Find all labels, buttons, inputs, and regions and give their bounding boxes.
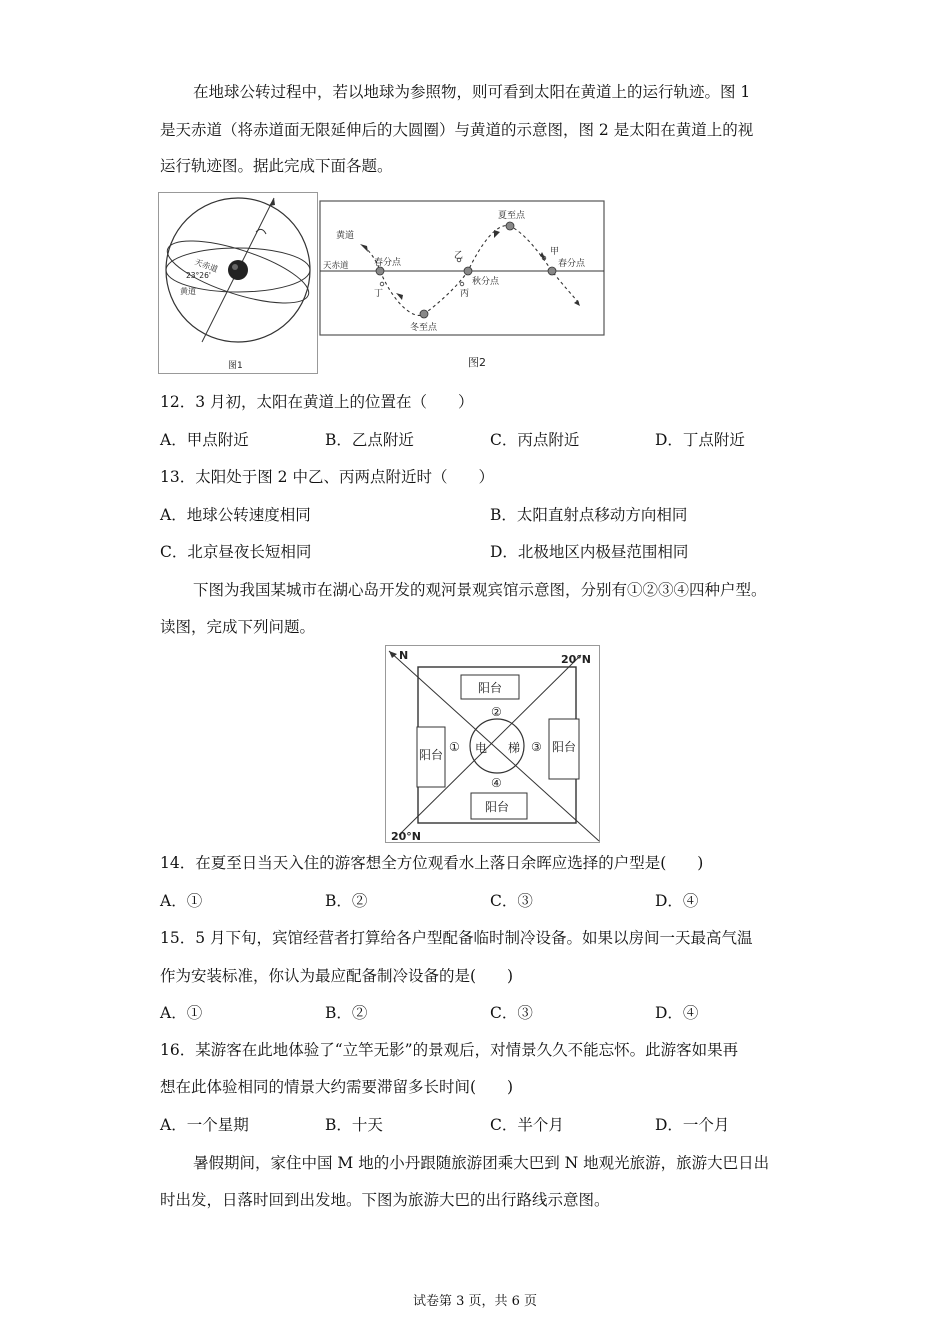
q16-option-c[interactable]: C．半个月 bbox=[490, 1116, 564, 1134]
q13-option-c[interactable]: C．北京昼夜长短相同 bbox=[160, 543, 312, 561]
q16-line2: 想在此体验相同的情景大约需要滞留多长时间( ) bbox=[160, 1078, 514, 1096]
intro1-line2: 是天赤道（将赤道面无限延伸后的大圆圈）与黄道的示意图，图 2 是太阳在黄道上的视 bbox=[160, 121, 754, 139]
q13-option-b[interactable]: B．太阳直射点移动方向相同 bbox=[490, 506, 688, 524]
fig2-huangdao-label: 黄道 bbox=[336, 231, 355, 241]
q16-option-b[interactable]: B．十天 bbox=[325, 1116, 383, 1134]
q15-option-b[interactable]: B．② bbox=[325, 1004, 368, 1022]
unit-2-label: ② bbox=[491, 705, 502, 719]
q12-option-d[interactable]: D．丁点附近 bbox=[655, 431, 745, 449]
intro1-line3: 运行轨迹图。据此完成下面各题。 bbox=[160, 157, 393, 175]
earth-icon bbox=[228, 260, 248, 280]
q14-option-c[interactable]: C．③ bbox=[490, 892, 533, 910]
fig1-angle-label: 23°26' bbox=[186, 271, 211, 280]
q12-option-b[interactable]: B．乙点附近 bbox=[325, 431, 414, 449]
fig2-tianchidao-label: 天赤道 bbox=[323, 261, 349, 271]
balcony-right-label: 阳台 bbox=[552, 740, 577, 754]
intro2-line2: 读图，完成下列问题。 bbox=[160, 618, 316, 636]
fig1-huangdao-label: 黄道 bbox=[180, 287, 196, 296]
fig2-ding-label: 丁 bbox=[374, 289, 384, 299]
balcony-top-label: 阳台 bbox=[478, 681, 503, 695]
q15-option-d[interactable]: D．④ bbox=[655, 1004, 699, 1022]
fig2-yi-label: 乙 bbox=[454, 251, 464, 261]
lat-top-label: 20°N bbox=[561, 653, 592, 666]
q14-option-b[interactable]: B．② bbox=[325, 892, 368, 910]
balcony-bottom-label: 阳台 bbox=[485, 800, 510, 814]
q15-option-a[interactable]: A．① bbox=[160, 1004, 203, 1022]
fig2-dongzhi-label: 冬至点 bbox=[410, 323, 438, 333]
q12-option-c[interactable]: C．丙点附近 bbox=[490, 431, 580, 449]
elevator-label-2: 梯 bbox=[508, 741, 521, 755]
figure-hotel-plan bbox=[385, 645, 600, 843]
q16-option-a[interactable]: A．一个星期 bbox=[160, 1116, 249, 1134]
fig2-caption: 图2 bbox=[468, 356, 486, 369]
q13-stem: 13．太阳处于图 2 中乙、丙两点附近时（ ） bbox=[160, 468, 494, 486]
fig2-chunfen2-label: 春分点 bbox=[558, 259, 586, 269]
lat-bottom-label: 20°N bbox=[391, 830, 422, 843]
figure-2 bbox=[318, 196, 606, 374]
intro3-line2: 时出发，日落时回到出发地。下图为旅游大巴的出行路线示意图。 bbox=[160, 1191, 610, 1209]
fig2-chunfen1-label: 春分点 bbox=[374, 258, 402, 268]
q15-line2: 作为安装标准，你认为最应配备制冷设备的是( ) bbox=[160, 967, 514, 985]
q12-option-a[interactable]: A．甲点附近 bbox=[160, 431, 249, 449]
q16-line1: 16．某游客在此地体验了“立竿无影”的景观后，对情景久久不能忘怀。此游客如果再 bbox=[160, 1041, 739, 1059]
intro3-line1: 暑假期间，家住中国 M 地的小丹跟随旅游团乘大巴到 N 地观光旅游，旅游大巴日出 bbox=[193, 1154, 770, 1172]
q14-option-d[interactable]: D．④ bbox=[655, 892, 699, 910]
q14-stem: 14．在夏至日当天入住的游客想全方位观看水上落日余晖应选择的户型是( ) bbox=[160, 854, 704, 872]
figure-1 bbox=[158, 192, 318, 374]
balcony-left-label: 阳台 bbox=[419, 748, 444, 762]
q16-option-d[interactable]: D．一个月 bbox=[655, 1116, 730, 1134]
q15-option-c[interactable]: C．③ bbox=[490, 1004, 533, 1022]
north-label: N bbox=[399, 649, 409, 662]
q15-line1: 15．5 月下旬，宾馆经营者打算给各户型配备临时制冷设备。如果以房间一天最高气温 bbox=[160, 929, 753, 947]
fig1-tianchidao-label: 天赤道 bbox=[193, 257, 219, 275]
intro2-line1: 下图为我国某城市在湖心岛开发的观河景观宾馆示意图，分别有①②③④四种户型。 bbox=[193, 581, 767, 599]
q12-stem: 12．3 月初，太阳在黄道上的位置在（ ） bbox=[160, 393, 474, 411]
unit-1-label: ① bbox=[449, 740, 460, 754]
fig2-jia-label: 甲 bbox=[550, 247, 560, 257]
intro1-line1: 在地球公转过程中，若以地球为参照物，则可看到太阳在黄道上的运行轨迹。图 1 bbox=[193, 83, 751, 101]
elevator-label-1: 电 bbox=[475, 741, 488, 755]
q14-option-a[interactable]: A．① bbox=[160, 892, 203, 910]
unit-4-label: ④ bbox=[491, 776, 502, 790]
fig2-xiazhi-label: 夏至点 bbox=[498, 211, 526, 221]
unit-3-label: ③ bbox=[531, 740, 542, 754]
q13-option-d[interactable]: D．北极地区内极昼范围相同 bbox=[490, 543, 689, 561]
fig2-bing-label: 丙 bbox=[460, 289, 470, 299]
fig2-qiufen-label: 秋分点 bbox=[472, 277, 500, 287]
fig1-caption: 图1 bbox=[228, 361, 243, 371]
q13-option-a[interactable]: A．地球公转速度相同 bbox=[160, 506, 311, 524]
page-footer: 试卷第 3 页，共 6 页 bbox=[412, 1294, 538, 1309]
